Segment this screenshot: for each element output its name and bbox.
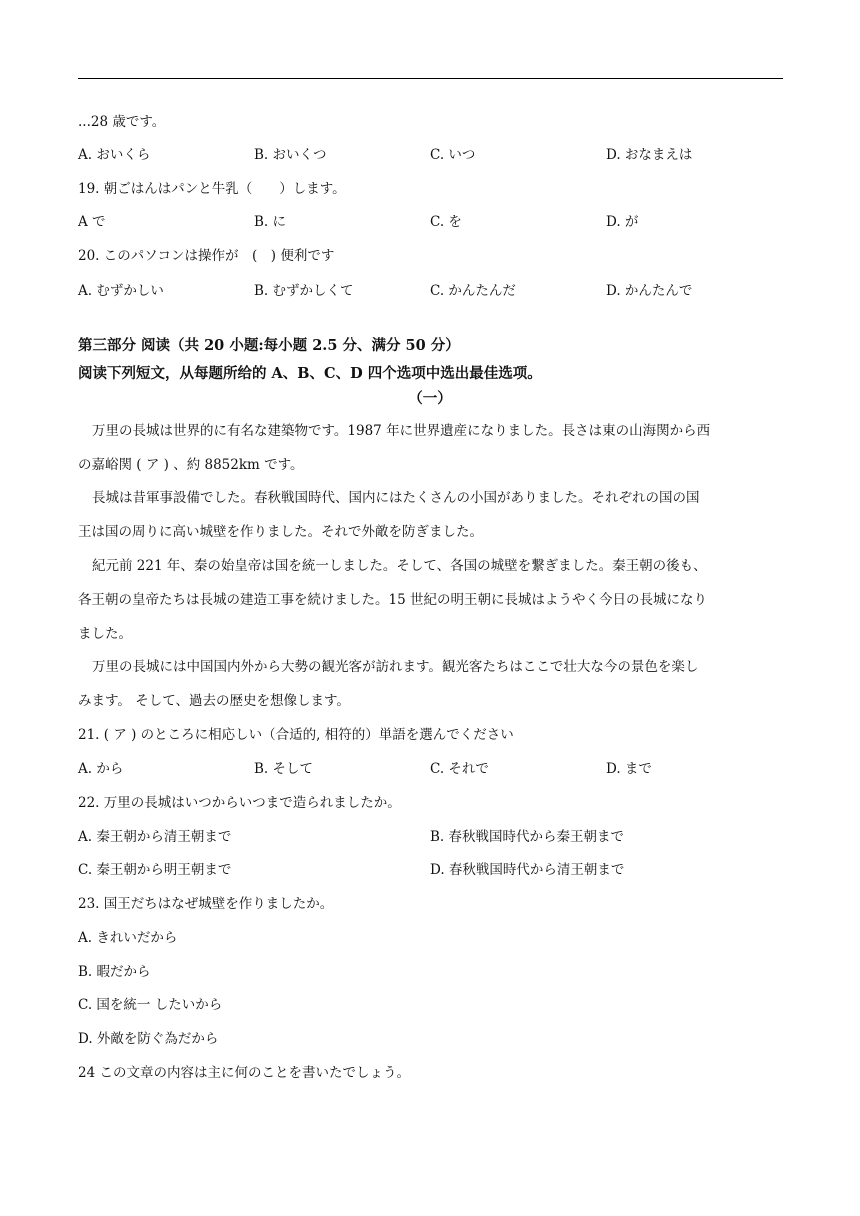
q18-option-c: C. いつ [430,147,476,163]
q23-option-d: D. 外敵を防ぐ為だから [78,1031,219,1047]
passage-line: ました。 [78,626,132,642]
q24-stem: 24 この文章の内容は主に何のことを書いたでしょう。 [78,1065,410,1081]
q20-option-a: A. むずかしい [78,283,164,299]
header-rule [78,78,783,79]
section-instruction: 阅读下列短文，从每题所给的 A、B、C、D 四个选项中选出最佳选项。 [78,365,542,382]
passage-number: （一） [408,390,452,407]
q23-option-a: A. きれいだから [78,930,178,946]
q22-option-c: C. 秦王朝から明王朝まで [78,862,232,878]
passage-line: 万里の長城は世界的に有名な建築物です。1987 年に世界遺産になりました。長さは東の山海関から西 [92,423,711,439]
q23-stem: 23. 国王だちはなぜ城壁を作りましたか。 [78,896,334,912]
q20-option-b: B. むずかしくて [254,283,354,299]
q19-option-b: B. に [254,214,287,230]
q18-option-a: A. おいくら [78,147,151,163]
q21-stem: 21. ( ア ) のところに相応しい（合适的, 相符的）単語を選んでください [78,727,514,743]
passage-line: 紀元前 221 年、秦の始皇帝は国を統一しました。そして、各国の城壁を繋ぎました。秦王朝の後も、 [92,558,707,574]
q18-stem-tail: ...28 歳です。 [78,114,166,130]
q21-option-a: A. から [78,761,124,777]
q22-option-b: B. 春秋戦国時代から秦王朝まで [430,829,625,845]
passage-line: 王は国の周りに高い城壁を作りました。それで外敵を防ぎました。 [78,524,483,540]
q22-option-d: D. 春秋戦国時代から清王朝まで [430,862,625,878]
q19-option-d: D. が [606,214,639,230]
q18-option-b: B. おいくつ [254,147,327,163]
q19-option-a: A で [78,214,106,230]
passage-line: 各王朝の皇帝たちは長城の建造工事を続けました。15 世紀の明王朝に長城はようやく今日の長城になり [78,592,707,608]
passage-line: 長城は昔軍事設備でした。春秋戦国時代、国内にはたくさんの小国がありました。それぞれの国の国 [92,490,700,506]
q21-option-c: C. それで [430,761,489,777]
q20-option-c: C. かんたんだ [430,283,516,299]
q21-option-d: D. まで [606,761,652,777]
passage-line: 万里の長城には中国国内外から大勢の観光客が訪れます。観光客たちはここで壮大な今の景色を楽し [92,659,699,675]
q19-option-c: C. を [430,214,462,230]
passage-line: みます。 そして、過去の歴史を想像します。 [78,693,350,709]
q22-option-a: A. 秦王朝から清王朝まで [78,829,232,845]
section-title: 第三部分 阅读（共 20 小题:每小题 2.5 分、满分 50 分） [78,337,460,354]
q19-stem: 19. 朝ごはんはパンと牛乳（ ）します。 [78,181,346,197]
q18-option-d: D. おなまえは [606,147,693,163]
q23-option-b: B. 暇だから [78,964,151,980]
q20-option-d: D. かんたんで [606,283,693,299]
q21-option-b: B. そして [254,761,314,777]
q23-option-c: C. 国を統一 したいから [78,997,223,1013]
q22-stem: 22. 万里の長城はいつからいつまで造られましたか。 [78,795,401,811]
passage-line: の嘉峪関 ( ア ) 、約 8852km です。 [78,457,304,473]
q20-stem: 20. このパソコンは操作が ( ) 便利です [78,248,335,264]
